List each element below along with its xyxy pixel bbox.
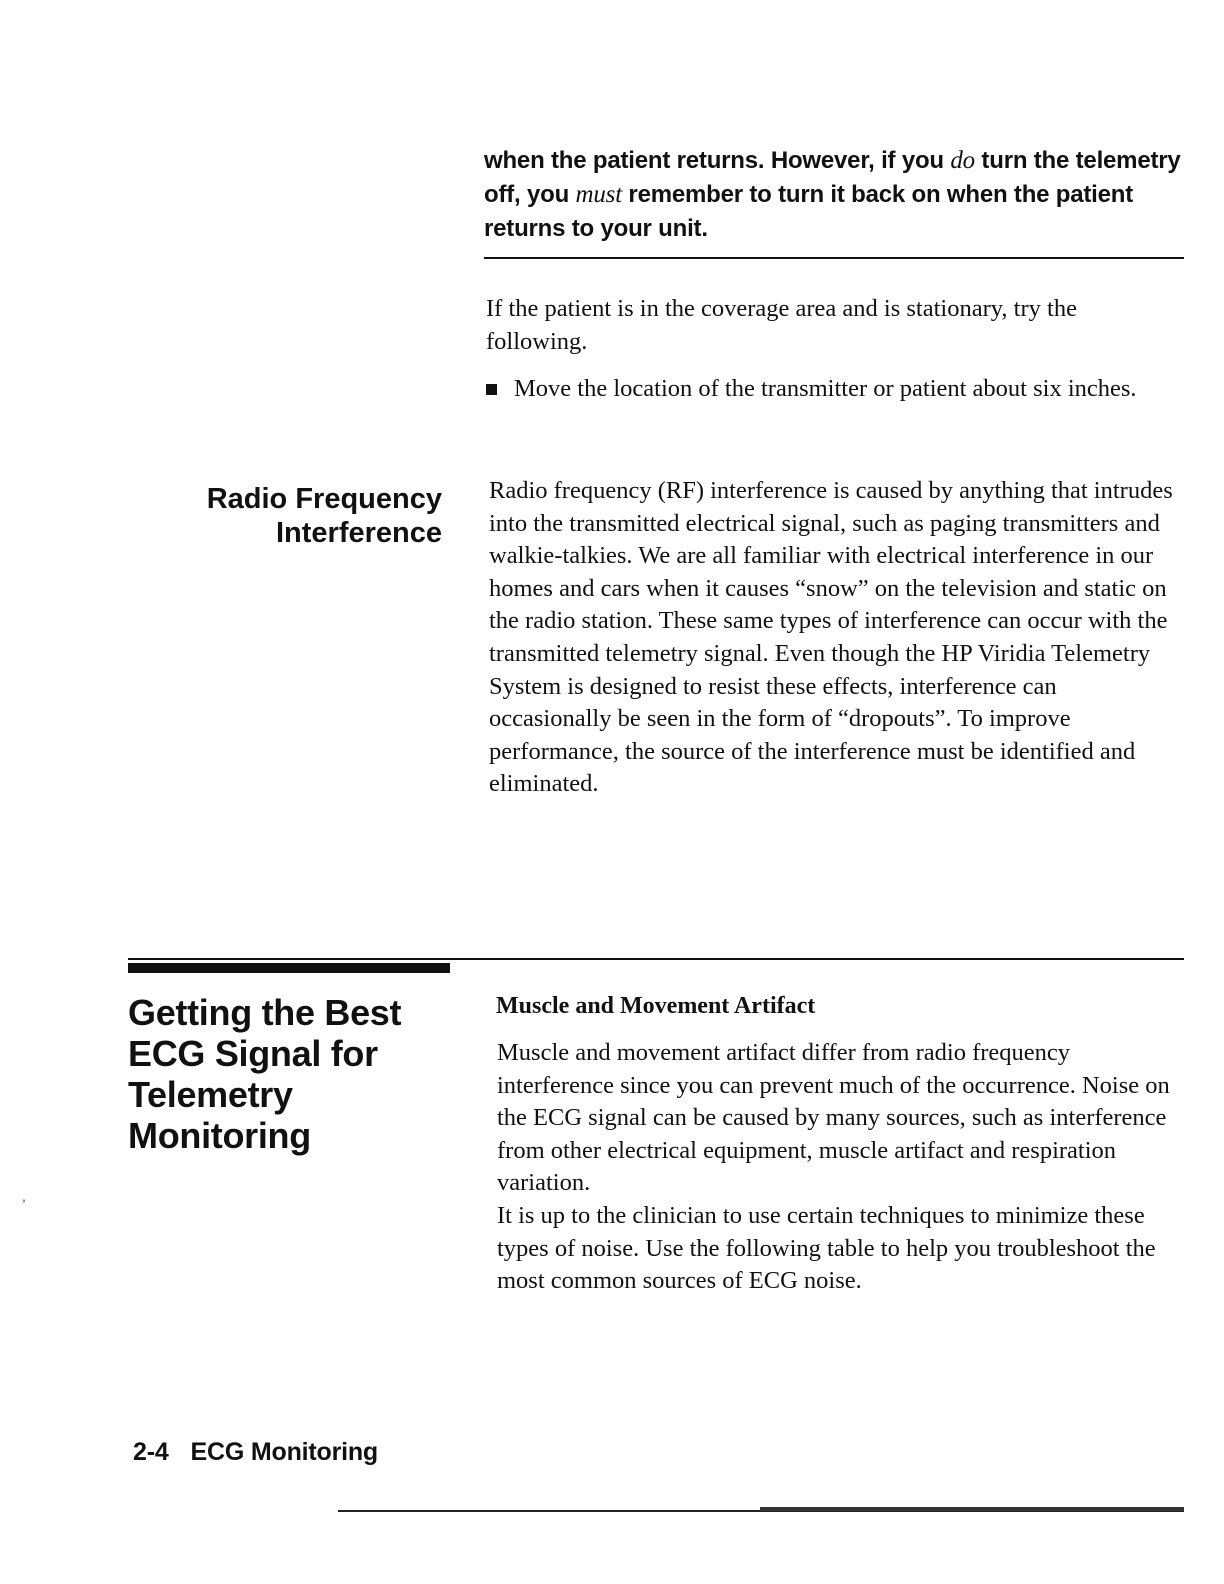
section-heading-line: Getting the Best bbox=[128, 992, 402, 1033]
rf-heading-line: Radio Frequency bbox=[206, 483, 442, 515]
coverage-bullet-item bbox=[486, 372, 1176, 406]
muscle-artifact-subheading: Muscle and Movement Artifact bbox=[496, 993, 816, 1019]
warning-text-part: when the patient returns. However, if you bbox=[484, 147, 951, 174]
muscle-artifact-paragraph: It is up to the clinician to use certain techniques to minimize these types of noise. Use the following table to help you troubleshoot the most common sources of ECG noise. bbox=[497, 1201, 1156, 1295]
square-bullet-icon bbox=[486, 384, 497, 395]
warning-bottom-rule bbox=[484, 257, 1184, 259]
muscle-artifact-paragraph: Muscle and movement artifact differ from radio frequency interference since you can prevent much of the occurrence. Noise on the ECG signal can be caused by many sources, such as interference from other electrical equipment, muscle artifact and respiration variation. bbox=[497, 1039, 1170, 1197]
coverage-intro-paragraph: If the patient is in the coverage area and is stationary, try the following. bbox=[486, 295, 1077, 355]
emphasis-must: must bbox=[575, 181, 622, 208]
rf-body-paragraph: Radio frequency (RF) interference is caused by anything that intrudes into the transmitted electrical signal, such as paging transmitters and walkie-talkies. We are all familiar with electrical interference in our homes and cars when it causes “snow” on the television and static on the radio station. These same types of interference can occur with the transmitted telemetry signal. Even though the HP Viridia Telemetry System is designed to resist these effects, interference can occasionally be seen in the form of “dropouts”. To improve performance, the source of the interference must be identified and eliminated. bbox=[489, 477, 1173, 798]
page-number: 2-4 bbox=[133, 1438, 169, 1466]
section-heading-line: ECG Signal for bbox=[128, 1033, 378, 1074]
section-heading-line: Monitoring bbox=[128, 1115, 311, 1156]
section-divider-thick bbox=[128, 963, 450, 973]
chapter-title: ECG Monitoring bbox=[190, 1438, 378, 1466]
scan-mark: , bbox=[22, 1188, 26, 1204]
warning-text-continued bbox=[484, 144, 1194, 246]
section-heading-line: Telemetry bbox=[128, 1074, 293, 1115]
rf-heading-line: Interference bbox=[275, 517, 442, 549]
section-divider-thin bbox=[128, 958, 1184, 960]
section-heading bbox=[128, 992, 458, 1156]
page-footer bbox=[133, 1437, 378, 1467]
bullet-text: Move the location of the transmitter or patient about six inches. bbox=[514, 375, 1137, 402]
warning-text-part: turn the telemetry off, you bbox=[484, 147, 1181, 208]
warning-text-part: remember to turn it back on when the patient returns to your unit. bbox=[484, 181, 1134, 242]
muscle-artifact-body bbox=[497, 1037, 1191, 1298]
emphasis-do: do bbox=[950, 147, 975, 174]
rf-side-heading bbox=[150, 482, 442, 550]
footer-rule-dark-segment bbox=[760, 1507, 1184, 1511]
